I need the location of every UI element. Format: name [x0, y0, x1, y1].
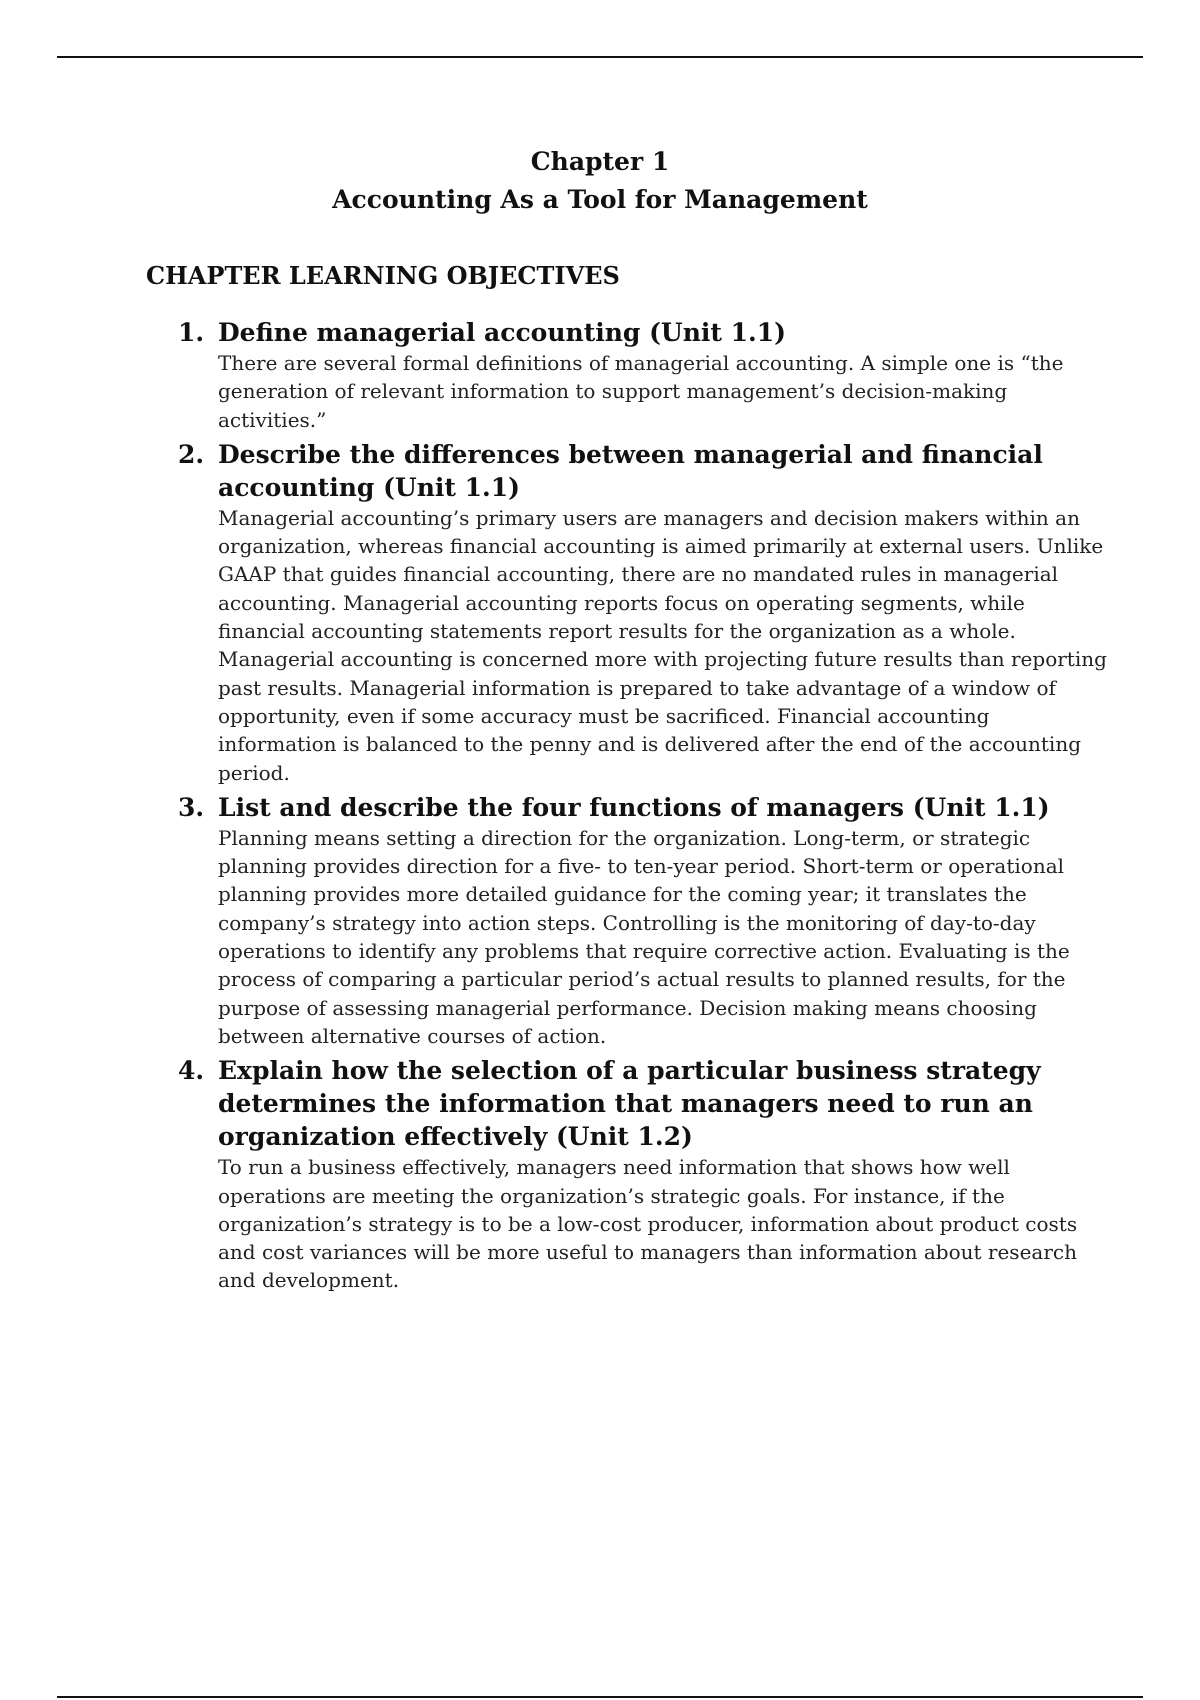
objective-title: Define managerial accounting (Unit 1.1)	[218, 318, 786, 347]
objective-number: 1.	[178, 318, 205, 347]
objective-title: Explain how the selection of a particular business strategy determines the information that managers need to run an organization effectively (Unit 1.2)	[218, 1056, 1041, 1152]
top-rule	[57, 56, 1143, 58]
title-block	[0, 143, 1200, 219]
objective-body: There are several formal definitions of managerial accounting. A simple one is “the generation of relevant information to support management’s decision-making activities.”	[218, 351, 1064, 432]
objective-item	[178, 1054, 1108, 1294]
objectives-list	[178, 316, 1108, 1299]
objective-body: Managerial accounting’s primary users are managers and decision makers within an organization, whereas financial accounting is aimed primarily at external users. Unlike GAAP that guides financial accounting, there are no mandated rules in managerial accounting. Managerial accounting reports focus on operating segments, while financial accounting statements report results for the organization as a whole. Managerial accounting is concerned more with projecting future results than reporting past results. Managerial information is prepared to take advantage of a window of opportunity, even if some accuracy must be sacrificed. Financial accounting information is balanced to the penny and is delivered after the end of the accounting period.	[218, 505, 1107, 785]
bottom-rule	[57, 1696, 1143, 1698]
objective-number: 2.	[178, 439, 205, 469]
chapter-title: Accounting As a Tool for Management	[332, 185, 868, 214]
objective-body: To run a business effectively, managers need information that shows how well operations are meeting the organization’s strategic goals. For instance, if the organization’s strategy is to be a low-cost producer, information about product costs and cost variances will be more useful to managers than information about research and development.	[218, 1155, 1078, 1293]
objective-number: 4.	[178, 1056, 205, 1086]
chapter-number: Chapter 1	[530, 147, 670, 176]
objective-title: List and describe the four functions of managers (Unit 1.1)	[218, 792, 1050, 822]
objective-item	[178, 316, 1108, 434]
objective-item	[178, 438, 1108, 787]
section-heading: CHAPTER LEARNING OBJECTIVES	[146, 261, 620, 290]
objective-body: Planning means setting a direction for the organization. Long-term, or strategic planning provides direction for a five- to ten-year period. Short-term or operational planning provides more detailed guidance for the coming year; it translates the company’s strategy into action steps. Controlling is the monitoring of day-to-day operations to identify any problems that require corrective action. Evaluating is the process of comparing a particular period’s actual results to planned results, for the purpose of assessing managerial performance. Decision making means choosing between alternative courses of action.	[218, 825, 1070, 1048]
objective-title: Describe the differences between managerial and financial accounting (Unit 1.1)	[218, 439, 1043, 502]
objective-number: 3.	[178, 792, 205, 822]
objective-item	[178, 791, 1108, 1050]
